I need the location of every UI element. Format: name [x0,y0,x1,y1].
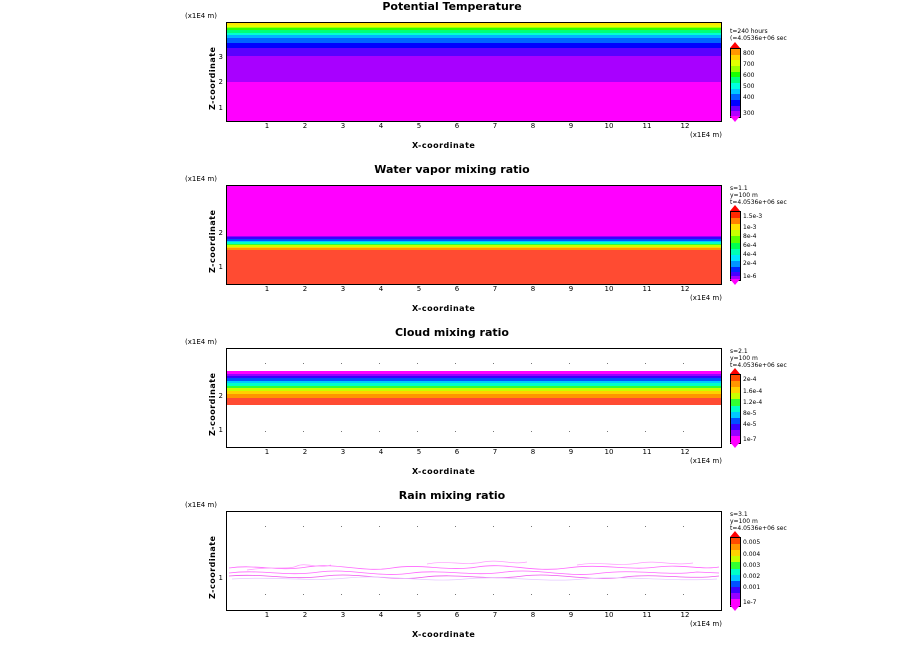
colorbar-label: 0.001 [743,584,761,591]
contour-band [227,374,721,376]
contour-band [227,236,721,238]
x-tick: 7 [492,448,498,456]
x-axis-unit: (x1E4 m) [690,131,722,139]
colorbar-bottom-arrow [730,116,740,122]
y-tick: 2 [218,229,223,237]
x-tick: 9 [568,122,574,130]
colorbar-label: 700 [743,61,755,68]
plot-area [226,22,722,122]
y-axis-label: Z-coordinate [208,209,217,273]
annotation-line: y=100 m [730,355,758,362]
contour-band [227,23,721,25]
contour-band [227,376,721,378]
colorbar-label: 8e-4 [743,233,757,240]
annotation-line: y=100 m [730,518,758,525]
contour-band [227,30,721,32]
y-tick: 2 [218,392,223,400]
colorbar-label: 1e-6 [743,273,757,280]
x-tick: 7 [492,611,498,619]
x-tick: 5 [416,611,422,619]
x-axis-unit: (x1E4 m) [690,294,722,302]
contour-band [227,82,721,121]
annotation-line: t=4.0536e+06 sec [730,199,787,206]
contour-band [227,391,721,394]
colorbar-bottom-arrow [730,605,740,611]
contour-band [227,237,721,239]
y-tick: 1 [218,263,223,271]
colorbar-label: 4e-5 [743,421,757,428]
contour-band [227,371,721,374]
colorbar-label: 1.2e-4 [743,399,763,406]
y-tick: 2 [218,78,223,86]
x-tick: 10 [604,122,614,130]
contour-band [227,239,721,241]
x-axis-label: X-coordinate [412,630,476,639]
x-tick: 8 [530,611,536,619]
x-tick: 9 [568,448,574,456]
y-axis-label: Z-coordinate [208,46,217,110]
colorbar-label: 1.5e-3 [743,213,763,220]
x-axis-label: X-coordinate [412,304,476,313]
contour-band [227,33,721,35]
panel-rain-mixing-ratio [0,489,904,654]
contour-band [227,48,721,57]
colorbar [730,48,741,118]
x-tick: 6 [454,448,460,456]
x-tick: 4 [378,285,384,293]
colorbar-label: 400 [743,94,755,101]
annotation-line: t=240 hours [730,28,768,35]
contour-band [227,241,721,243]
panel-title: Cloud mixing ratio [394,326,509,339]
contour-band [227,242,721,244]
x-tick: 2 [302,122,308,130]
colorbar-label: 0.003 [743,562,761,569]
panel-title: Potential Temperature [382,0,522,13]
x-tick: 10 [604,285,614,293]
colorbar-label: 800 [743,50,755,57]
annotation-line: s=2.1 [730,348,748,355]
x-tick: 7 [492,285,498,293]
plot-area [226,511,722,611]
colorbar-label: 0.002 [743,573,761,580]
x-tick: 2 [302,285,308,293]
x-tick: 9 [568,611,574,619]
x-tick: 1 [264,122,270,130]
colorbar-label: 1.6e-4 [743,388,763,395]
plot-area [226,348,722,448]
colorbar [730,537,741,607]
colorbar-label: 1e-7 [743,599,757,606]
x-tick: 9 [568,285,574,293]
x-tick: 4 [378,448,384,456]
colorbar [730,374,741,444]
colorbar-label: 300 [743,110,755,117]
annotation-line: s=1.1 [730,185,748,192]
y-axis-unit: (x1E4 m) [185,175,217,183]
panel-potential-temperature [0,0,904,160]
contour-band [227,25,721,26]
x-tick: 11 [642,611,652,619]
x-tick: 5 [416,122,422,130]
x-tick: 8 [530,448,536,456]
y-axis-label: Z-coordinate [208,535,217,599]
x-tick: 12 [680,285,690,293]
annotation-line: s=3.1 [730,511,748,518]
x-tick: 1 [264,448,270,456]
colorbar-bottom-arrow [730,279,740,285]
rain-contours [227,512,721,610]
y-axis-unit: (x1E4 m) [185,12,217,20]
x-tick: 8 [530,285,536,293]
contour-band [227,398,721,405]
contour-band [227,394,721,398]
colorbar-label: 500 [743,83,755,90]
x-axis-unit: (x1E4 m) [690,457,722,465]
x-tick: 11 [642,448,652,456]
annotation-line: t=4.0536e+06 sec [730,525,787,532]
y-tick: 1 [218,426,223,434]
colorbar-label: 600 [743,72,755,79]
colorbar-label: 2e-4 [743,376,757,383]
contour-band [227,388,721,390]
colorbar-label: 6e-4 [743,242,757,249]
contour-band [227,43,721,48]
x-tick: 7 [492,122,498,130]
colorbar-label: 0.005 [743,539,761,546]
contour-band [227,248,721,250]
colorbar-label: 8e-5 [743,410,757,417]
plot-area [226,185,722,285]
contour-band [227,381,721,383]
x-tick: 11 [642,285,652,293]
x-tick: 10 [604,611,614,619]
x-tick: 3 [340,285,346,293]
contour-band [227,56,721,81]
y-axis-unit: (x1E4 m) [185,338,217,346]
x-tick: 3 [340,611,346,619]
x-tick: 2 [302,611,308,619]
y-tick: 1 [218,574,223,582]
contour-band [227,245,721,246]
x-tick: 3 [340,122,346,130]
x-tick: 5 [416,448,422,456]
annotation-line: t=4.0536e+06 sec [730,362,787,369]
x-tick: 12 [680,611,690,619]
x-tick: 10 [604,448,614,456]
x-axis-unit: (x1E4 m) [690,620,722,628]
colorbar-label: 1e-7 [743,436,757,443]
x-tick: 1 [264,285,270,293]
annotation-line: y=100 m [730,192,758,199]
x-tick: 6 [454,122,460,130]
contour-band [227,244,721,246]
x-tick: 2 [302,448,308,456]
colorbar-label: 0.004 [743,551,761,558]
x-tick: 12 [680,122,690,130]
panel-water-vapor-mixing-ratio [0,163,904,323]
annotation-line: (=4.0536e+06 sec [730,35,787,42]
contour-band [227,247,721,248]
y-axis-label: Z-coordinate [208,372,217,436]
y-tick: 3 [218,53,223,61]
y-axis-unit: (x1E4 m) [185,501,217,509]
x-tick: 6 [454,611,460,619]
x-tick: 11 [642,122,652,130]
x-tick: 4 [378,611,384,619]
x-tick: 4 [378,122,384,130]
colorbar-label: 4e-4 [743,251,757,258]
contour-band [227,28,721,30]
contour-band [227,27,721,29]
contour-band [227,383,721,385]
x-tick: 1 [264,611,270,619]
contour-band [227,250,721,284]
x-axis-label: X-coordinate [412,467,476,476]
contour-band [227,35,721,38]
panel-title: Rain mixing ratio [398,489,506,502]
contour-band [227,38,721,42]
x-tick: 3 [340,448,346,456]
y-tick: 1 [218,104,223,112]
x-tick: 8 [530,122,536,130]
contour-band [227,186,721,235]
contour-band [227,378,721,380]
x-tick: 6 [454,285,460,293]
x-tick: 12 [680,448,690,456]
x-axis-label: X-coordinate [412,141,476,150]
colorbar [730,211,741,281]
panel-title: Water vapor mixing ratio [374,163,530,176]
colorbar-label: 2e-4 [743,260,757,267]
colorbar-bottom-arrow [730,442,740,448]
panel-cloud-mixing-ratio [0,326,904,486]
colorbar-label: 1e-3 [743,224,757,231]
x-tick: 5 [416,285,422,293]
contour-band [227,386,721,388]
